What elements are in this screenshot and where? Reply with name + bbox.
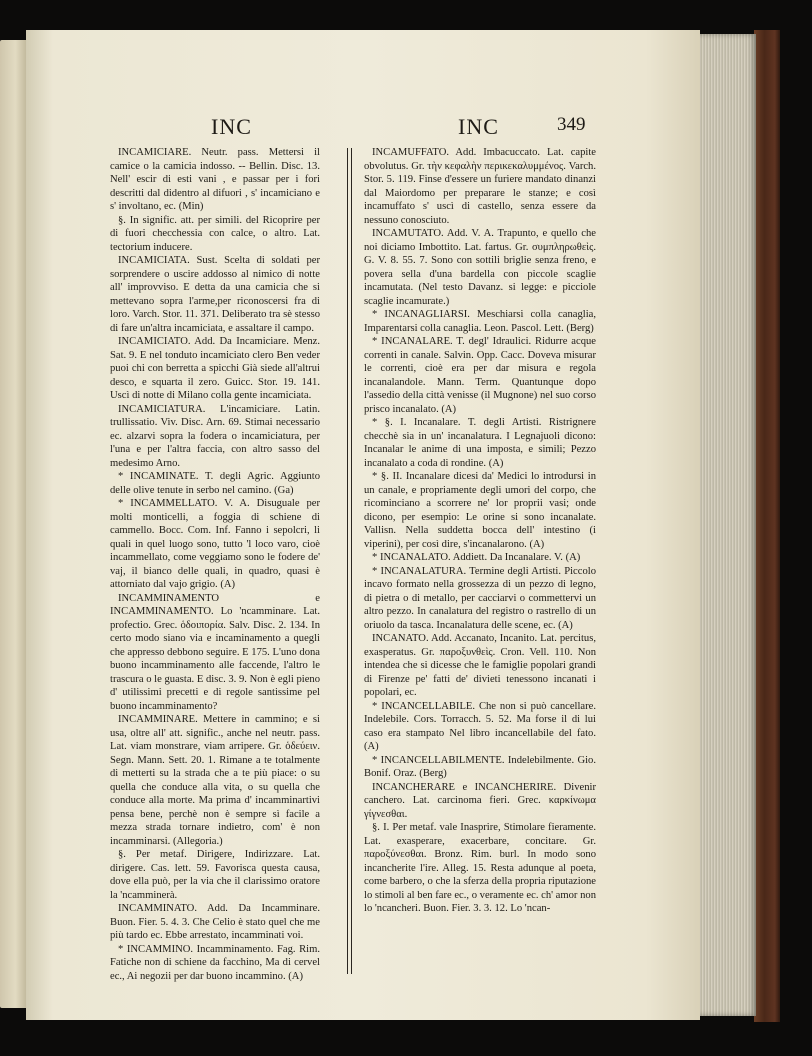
entry: * INCANALATURA. Termine degli Artisti. Piccolo incavo formato nella grossezza di un pezzo di legno, di pietra o di metallo, per cacciarvi o commettervi un altro pezzo. In canalatura del registro o rastrello di un oriuolo da tasca. Incanalatura delle scene, ec. (A)	[364, 565, 596, 631]
entry: §. Per metaf. Dirigere, Indirizzare. Lat. dirigere. Cas. lett. 59. Favorisca questa causa, dove ella può, per la via che il clarissimo oratore la 'ncamminerà.	[110, 849, 320, 901]
entry: * INCAMMINO. Incamminamento. Fag. Rim. Fatiche non di schiene da facchino, Ma di cervel ec., Ai negozii per dar buono incammino. (A)	[110, 943, 320, 982]
book-cover-edge	[754, 30, 780, 1022]
entry: INCAMICIARE. Neutr. pass. Mettersi il camice o la camicia indosso. -- Bellin. Disc. 13. Nell' escir di esti vani , e passar per i fori descritti dal didentro al difuori , s' incamiciano e s' involtano, ec. (Min)	[110, 147, 320, 212]
entry: * INCAMMELLATO. V. A. Disuguale per molti monticelli, a foggia di schiene di cammello. Bocc. Com. Inf. Fanno i sepolcri, li quali in quel luogo sono, tutto 'l loco varo, cioè incammellato, come veggiamo sono le fodere de' vaj, il bianco delle quali, in quadro, quasi è attorniato dal vajo grigio. (A)	[110, 498, 320, 590]
entry: * INCANCELLABILE. Che non si può cancellare. Indelebile. Cors. Torracch. 5. 52. Ma forse il di lui caso era stampato Nel libro incancellabile del fato. (A)	[364, 700, 596, 752]
entry: INCAMICIATO. Add. Da Incamiciare. Menz. Sat. 9. E nel tonduto incamiciato clero Ben veder puoi chi con berretta a spicchi Già siede all'altrui desco, e squarta il zero. Guicc. Stor. 19. 141. Uscì di notte di Milano colla gente incamiciata.	[110, 336, 320, 401]
entry: INCANCHERARE e INCANCHERIRE. Divenir canchero. Lat. carcinoma fieri. Grec. καρκίνωμα γίγνεσθαι.	[364, 781, 596, 820]
header-right-guideword: INC	[458, 114, 499, 139]
entry: * INCANCELLABILMENTE. Indelebilmente. Gio. Bonif. Oraz. (Berg)	[364, 754, 596, 779]
entry: * §. I. Incanalare. T. degli Artisti. Ristrignere checchè sia in un' incanalatura. I Legnajuoli dicono: Incanalar le anime di una imposta, e simili; Pezzo incanalato a coda di rondine. (A)	[364, 417, 596, 469]
entry: INCAMMINAMENTO e INCAMMINAMENTO. Lo 'ncamminare. Lat. profectio. Grec. ὁδοιπορία. Salv. Disc. 2. 134. In certo modo siano via e incaminamento a quegli che appresso debbono seguire. E 175. L'uno dona buono incamminamento alle faccende, l'altro le trascura o le guasta. E disc. 3. 9. Non è egli pieno d' utilissimi precetti e di regole santissime pel buono incamminamento?	[110, 592, 320, 712]
entry: * INCANALARE. T. degl' Idraulici. Ridurre acque correnti in canale. Salvin. Opp. Cacc. Doveva misurar le correnti, cioè era per dar misura e regola incanalandole. Mann. Term. Quantunque dopo l'assedio della città venisse (il Mugnone) nel suo corso prisco incanalato. (A)	[364, 336, 596, 415]
entry: INCAMUTATO. Add. V. A. Trapunto, e quello che noi diciamo Imbottito. Lat. fartus. Gr. συμπληρωθεὶς. G. V. 8. 55. 7. Sono con sottili briglie senza freno, e povera sella d'una bardella con piccole scaglie incamutata. (Nel testo Davanz. si legge: e picciole scaglie incamurate.)	[364, 228, 596, 307]
book-page	[26, 30, 700, 1020]
entry: * INCANAGLIARSI. Meschiarsi colla canaglia, Imparentarsi colla canaglia. Leon. Pascol. Lett. (Berg)	[364, 309, 596, 334]
previous-page-edge	[0, 40, 28, 1008]
entry: * INCAMINATE. T. degli Agric. Aggiunto delle olive tenute in serbo nel camino. (Ga)	[110, 471, 320, 496]
entry: * INCANALATO. Addiett. Da Incanalare. V. (A)	[372, 552, 581, 563]
entry: INCAMICIATURA. L'incamiciare. Latin. trullissatio. Viv. Disc. Arn. 69. Stimai necessario ec. alzarvi sopra la fodera o incamiciatura, per l'una e per l'altra faccia, con altro sasso del medesimo Arno.	[110, 403, 320, 469]
page-number: 349	[557, 114, 586, 135]
left-column	[110, 146, 320, 983]
entry: INCAMMINATO. Add. Da Incamminare. Buon. Fier. 5. 4. 3. Che Celio è stato quel che me più tardo ec. Ebbe arrestato, incamminati voi.	[110, 903, 320, 941]
entry: §. In signific. att. per simili. del Ricoprire per di fuori checchessia con calce, o altro. Lat. tectorium inducere.	[110, 214, 320, 253]
entry: §. I. Per metaf. vale Inasprire, Stimolare fieramente. Lat. exasperare, exacerbare, concitare. Gr. παροξύνεσθαι. Bronz. Rim. burl. In modo sono incancherite l'ire. Alleg. 15. Resta adunque al poeta, come barbero, o che la sferza della propria riputazione lo stimoli al ben fare ec., o veramente ec. ch' amor non lo 'ncancheri. Buon. Fier. 3. 3. 12. Lo 'ncan-	[364, 822, 596, 914]
entry: INCAMICIATA. Sust. Scelta di soldati per sorprendere o uscire addosso al nimico di notte all' improvviso. E detta da una camicia che si mettevano sopra l'arme,per riconoscersi fra di loro. Varch. Stor. 11. 371. Deliberato tra sè stesso di fare un'altra incamiciata, e assaltare il campo.	[110, 255, 320, 334]
running-header	[26, 114, 700, 144]
right-column	[364, 146, 596, 916]
entry: INCAMMINARE. Mettere in cammino; e si usa, oltre all' att. signific., anche nel neutr. pass. Lat. viam monstrare, viam arripere. Gr. ὁδεύειν. Segn. Mann. Sett. 20. 1. Rimane a te totalmente di metterti su la strada che a te più piace: o su quella che conduce alla vita, o su quella che conduce alla morte. Ma prima d' incamminartivi pensa bene, perchè non è sempre sì facile a mezza strada tornare indietro, com' è non incamminarsi. (Allegoria.)	[110, 714, 320, 847]
column-divider	[347, 148, 352, 974]
entry: INCAMUFFATO. Add. Imbacuccato. Lat. capite obvolutus. Gr. τὴν κεφαλὴν περικεκαλυμμένος. Varch. Stor. 5. 119. Finse d'essere un furiere mandato dinanzi dal Maiordomo per preparare le stanze; e così incamuffato s' uscì di castello, senza essere da nessuno conosciuto.	[364, 147, 596, 226]
entry: * §. II. Incanalare dicesi da' Medici lo introdursi in un canale, e propriamente degli umori del corpo, che ricominciano a scorrere ne' lor proprii vasi; onde dicono, per esempio: Le orine si sono incanalate. Vallisn. Nella suddetta bocca dell' intestino (i viperini), per così dire, s'incanalarono. (A)	[364, 471, 596, 550]
entry: INCANATO. Add. Accanato, Incanito. Lat. percitus, exasperatus. Gr. παροξυνθεὶς. Cron. Vell. 110. Non intendea che si dicesse che le famiglie popolari grandi di Firenze pe' fatti de' divieti tenessono incanati i popolari, ec.	[364, 633, 596, 698]
header-left-guideword: INC	[211, 114, 252, 139]
